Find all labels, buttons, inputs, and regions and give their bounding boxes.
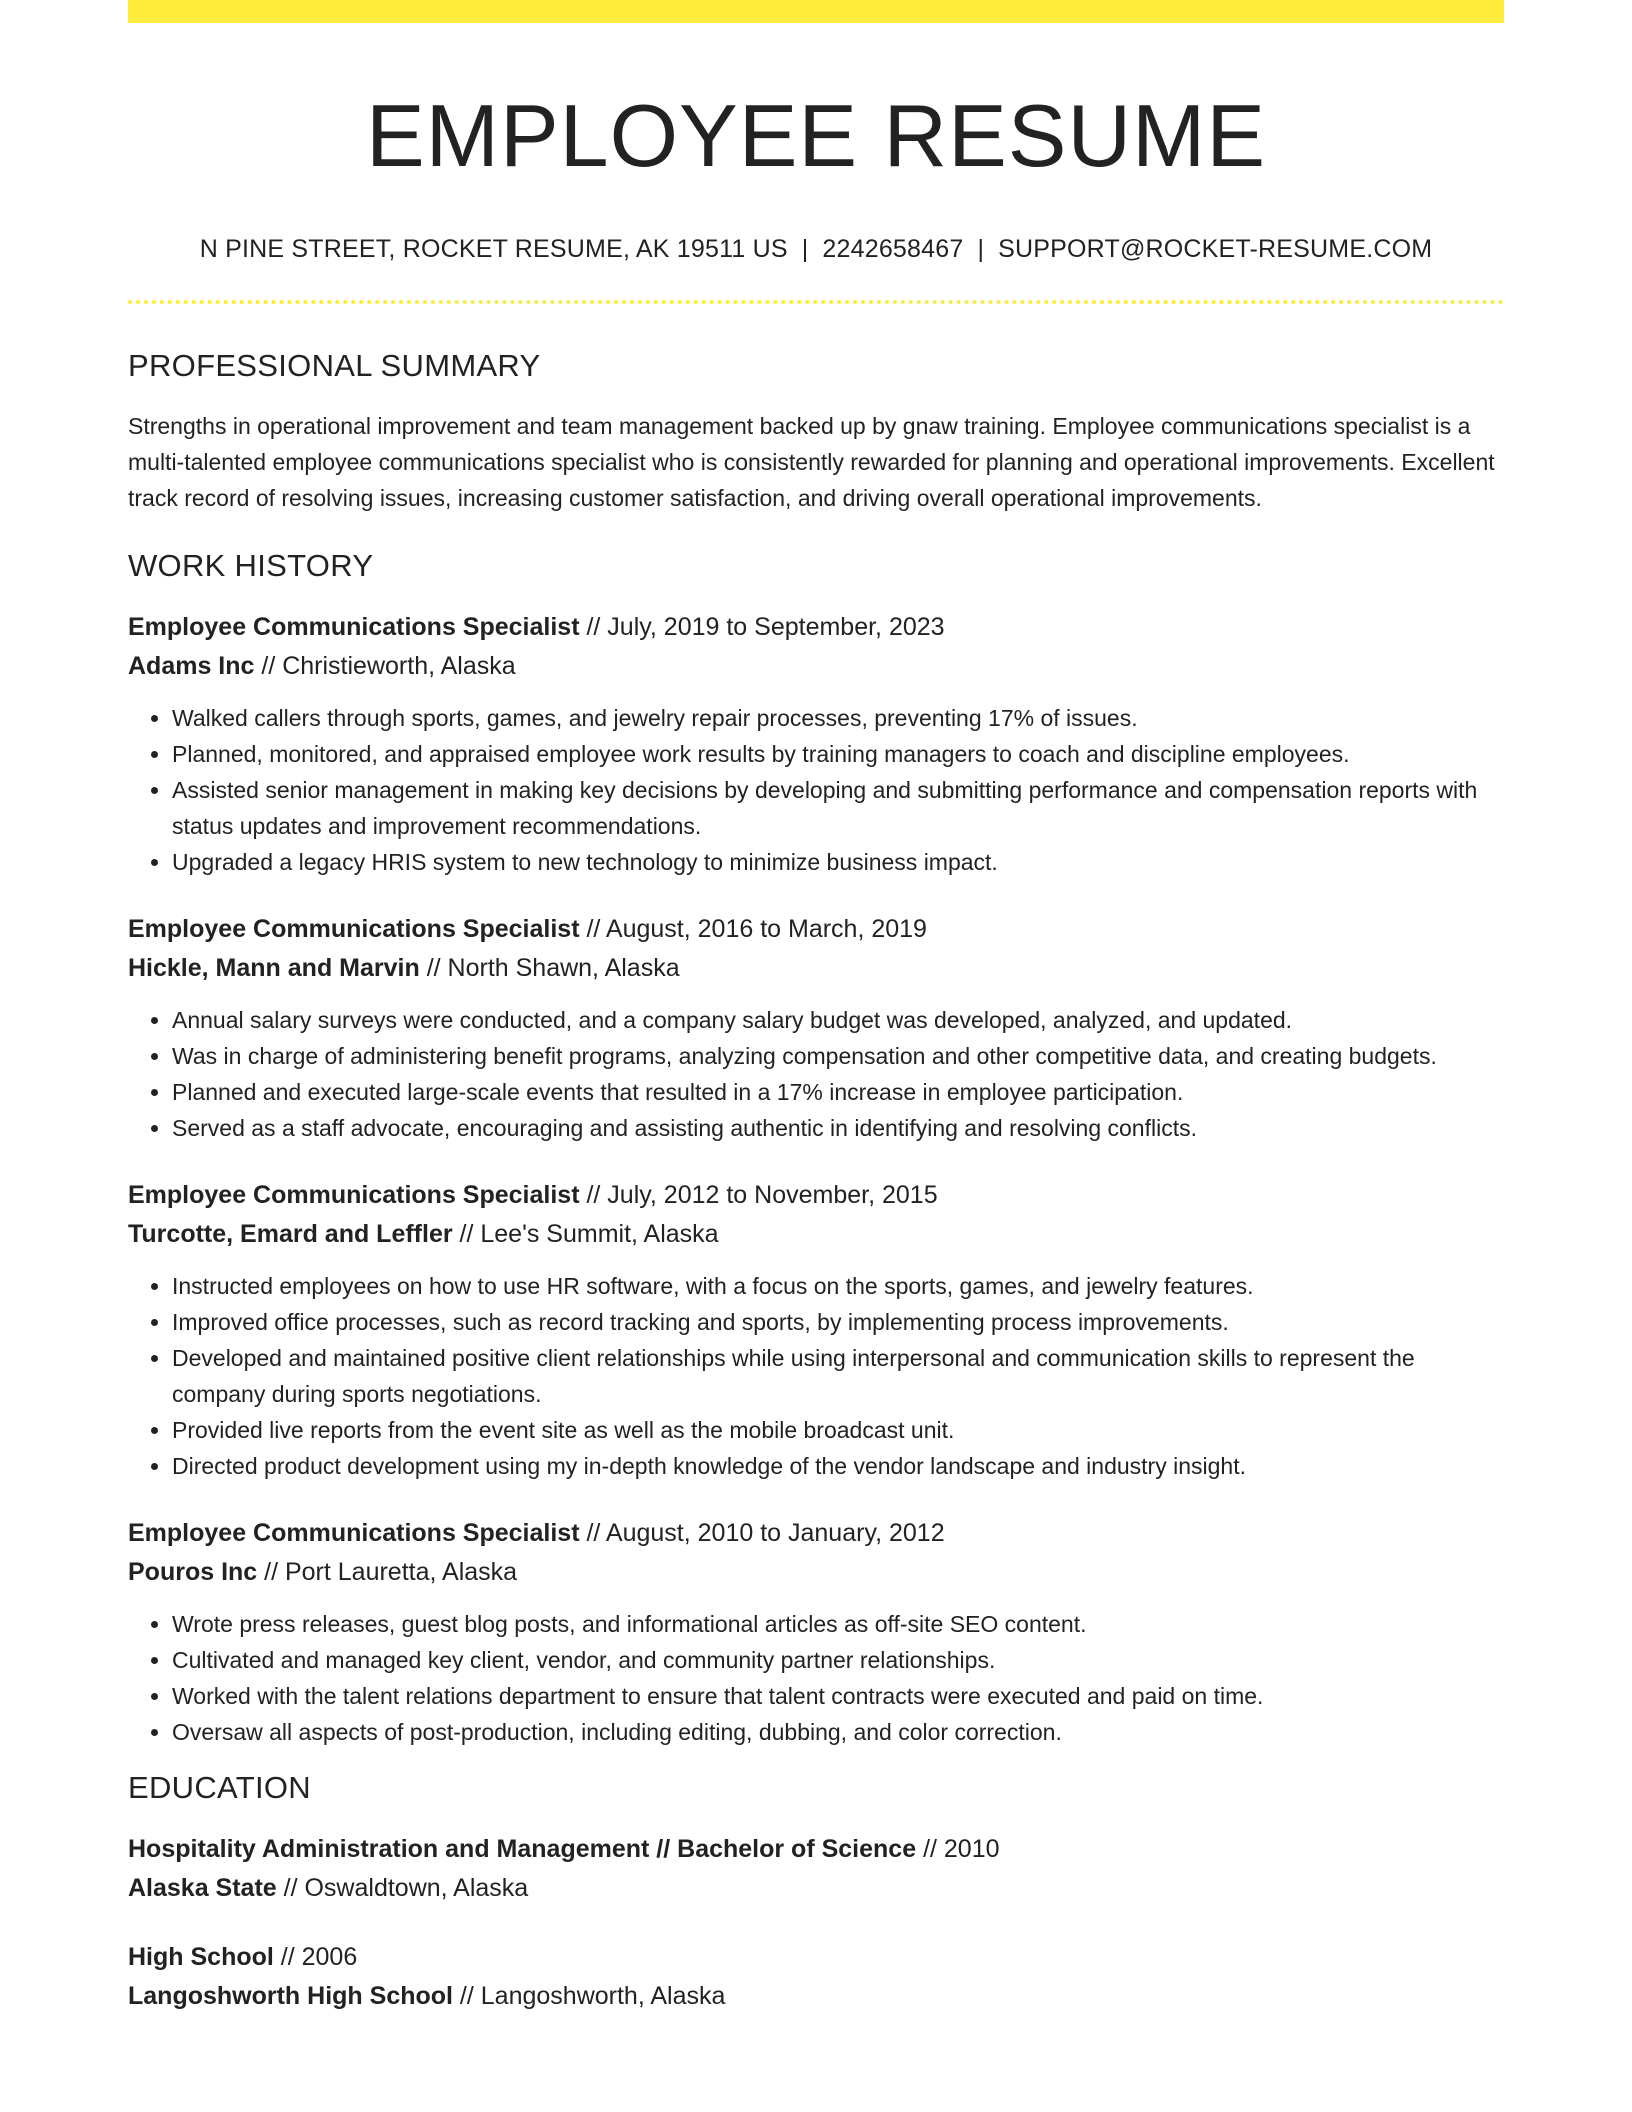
list-item: • Directed product development using my in-depth knowledge of the vendor landscape and industry insight.	[172, 1448, 1504, 1484]
education-entry	[128, 1830, 1504, 1908]
summary-text: Strengths in operational improvement and team management backed up by gnaw training. Employee communications specialist is a multi-talented employee communications specialist who is consistently rewarded for planning and operational improvements. Excellent track record of resolving issues, increasing customer satisfaction, and driving overall operational improvements.	[128, 413, 1495, 511]
job-title: Employee Communications Specialist	[128, 1181, 580, 1209]
contact-email: SUPPORT@ROCKET-RESUME.COM	[998, 235, 1433, 263]
list-item: • Worked with the talent relations department to ensure that talent contracts were executed and paid on time.	[172, 1678, 1504, 1714]
degree-line	[128, 1938, 1504, 1977]
company-name: Adams Inc	[128, 652, 255, 680]
job-title-line	[128, 1176, 1504, 1215]
degree-year: // 2010	[916, 1835, 1000, 1863]
summary-heading: PROFESSIONAL SUMMARY	[128, 348, 541, 383]
contact-phone: 2242658467	[822, 235, 964, 263]
school-location: // Oswaldtown, Alaska	[276, 1874, 529, 1902]
school-location: // Langoshworth, Alaska	[452, 1982, 726, 2010]
job-entry	[128, 608, 1504, 880]
job-dates: // August, 2016 to March, 2019	[579, 915, 927, 943]
degree-line	[128, 1830, 1504, 1869]
list-item: • Instructed employees on how to use HR software, with a focus on the sports, games, and jewelry features.	[172, 1268, 1504, 1304]
company-line	[128, 1215, 1504, 1254]
job-title-line	[128, 608, 1504, 647]
list-item: • Planned, monitored, and appraised employee work results by training managers to coach and discipline employees.	[172, 736, 1504, 772]
list-item: • Served as a staff advocate, encouraging and assisting authentic in identifying and resolving conflicts.	[172, 1110, 1504, 1146]
contact-address: N PINE STREET, ROCKET RESUME, AK 19511 US	[199, 235, 788, 263]
list-item: • Annual salary surveys were conducted, and a company salary budget was developed, analyzed, and updated.	[172, 1002, 1504, 1038]
job-dates: // July, 2012 to November, 2015	[579, 1181, 938, 1209]
education-entry	[128, 1938, 1504, 2016]
list-item: • Wrote press releases, guest blog posts, and informational articles as off-site SEO content.	[172, 1606, 1504, 1642]
job-title: Employee Communications Specialist	[128, 1519, 580, 1547]
degree-name: High School	[128, 1943, 274, 1971]
list-item: • Walked callers through sports, games, and jewelry repair processes, preventing 17% of issues.	[172, 700, 1504, 736]
contact-separator: |	[801, 235, 809, 263]
list-item: • Cultivated and managed key client, vendor, and community partner relationships.	[172, 1642, 1504, 1678]
job-dates: // July, 2019 to September, 2023	[579, 613, 945, 641]
job-bullets	[128, 1002, 1504, 1146]
school-name: Langoshworth High School	[128, 1982, 453, 2010]
job-title: Employee Communications Specialist	[128, 915, 580, 943]
list-item: • Improved office processes, such as record tracking and sports, by implementing process improvements.	[172, 1304, 1504, 1340]
contact-line	[128, 232, 1504, 266]
company-location: // Christieworth, Alaska	[254, 652, 516, 680]
job-bullets	[128, 700, 1504, 880]
degree-year: // 2006	[273, 1943, 358, 1971]
top-accent-bar	[128, 0, 1504, 23]
company-location: // Port Lauretta, Alaska	[257, 1558, 518, 1586]
list-item: • Was in charge of administering benefit programs, analyzing compensation and other competitive data, and creating budgets.	[172, 1038, 1504, 1074]
school-line	[128, 1977, 1504, 2016]
school-name: Alaska State	[128, 1874, 277, 1902]
job-title-line	[128, 1514, 1504, 1553]
resume-page	[128, 0, 1504, 2016]
job-title-line	[128, 910, 1504, 949]
dotted-divider	[128, 300, 1504, 304]
job-title: Employee Communications Specialist	[128, 613, 580, 641]
list-item: • Assisted senior management in making key decisions by developing and submitting performance and compensation reports with status updates and improvement recommendations.	[172, 772, 1504, 844]
company-location: // North Shawn, Alaska	[419, 954, 680, 982]
company-name: Hickle, Mann and Marvin	[128, 954, 420, 982]
work-history-heading: WORK HISTORY	[128, 548, 374, 583]
list-item: • Provided live reports from the event site as well as the mobile broadcast unit.	[172, 1412, 1504, 1448]
list-item: • Developed and maintained positive client relationships while using interpersonal and communication skills to represent the company during sports negotiations.	[172, 1340, 1504, 1412]
contact-separator: |	[977, 235, 985, 263]
company-location: // Lee's Summit, Alaska	[452, 1220, 719, 1248]
school-line	[128, 1869, 1504, 1908]
degree-name: Hospitality Administration and Management // Bachelor of Science	[128, 1835, 917, 1863]
job-bullets	[128, 1606, 1504, 1750]
list-item: • Oversaw all aspects of post-production, including editing, dubbing, and color correction.	[172, 1714, 1504, 1750]
company-line	[128, 1553, 1504, 1592]
company-line	[128, 949, 1504, 988]
job-entry	[128, 910, 1504, 1146]
company-line	[128, 647, 1504, 686]
list-item: • Planned and executed large-scale events that resulted in a 17% increase in employee participation.	[172, 1074, 1504, 1110]
job-entry	[128, 1514, 1504, 1750]
company-name: Turcotte, Emard and Leffler	[128, 1220, 453, 1248]
education-heading: EDUCATION	[128, 1770, 311, 1805]
job-entry	[128, 1176, 1504, 1484]
job-dates: // August, 2010 to January, 2012	[579, 1519, 945, 1547]
company-name: Pouros Inc	[128, 1558, 258, 1586]
list-item: • Upgraded a legacy HRIS system to new technology to minimize business impact.	[172, 844, 1504, 880]
work-history-list	[128, 608, 1504, 1750]
resume-title: EMPLOYEE RESUME	[365, 86, 1267, 185]
job-bullets	[128, 1268, 1504, 1484]
